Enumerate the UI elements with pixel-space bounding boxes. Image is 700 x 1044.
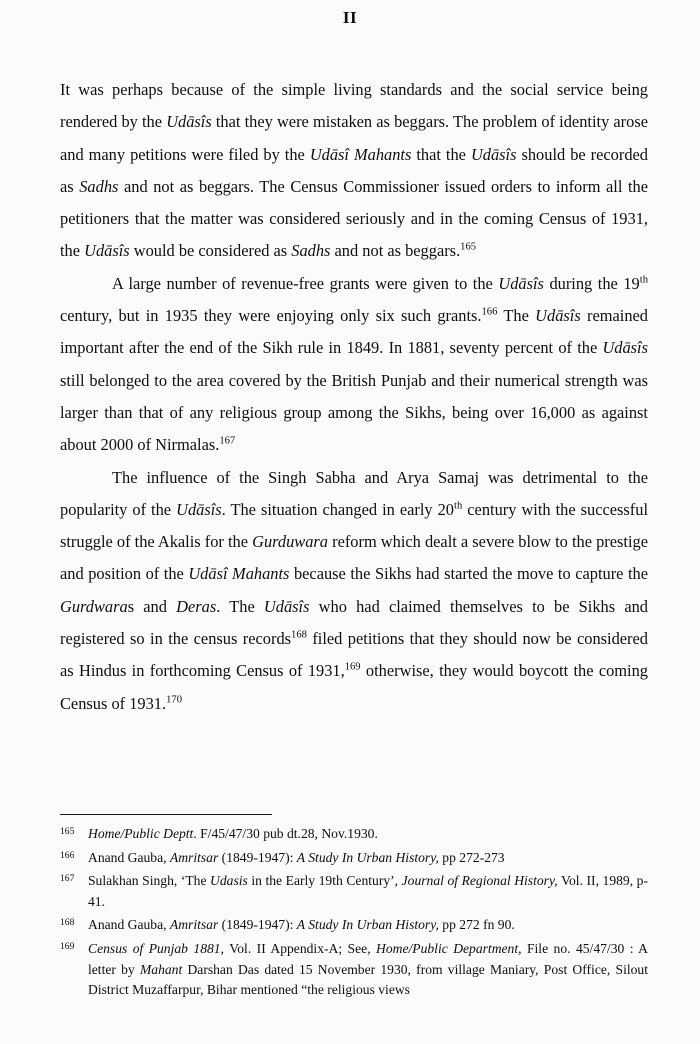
footnote-number: 168 — [60, 917, 75, 929]
body-text-block — [60, 74, 648, 720]
footnote-separator-rule — [60, 814, 272, 815]
footnote-number: 166 — [60, 849, 75, 861]
text-run: otherwise, they would boycott the coming Census of 1931. — [60, 661, 648, 713]
italic-term: Gurdwara — [60, 596, 128, 616]
text-run: Anand Gauba, — [88, 917, 170, 933]
text-run: in the Early 19th Century’, — [247, 873, 402, 889]
text-run: , Vol. II Appendix-A; See, — [220, 940, 377, 956]
italic-term: Udāsîs — [84, 241, 130, 261]
text-run: still belonged to the area covered by the British Punjab and their numerical strength was larger than that of any religious group among the Sikhs, being over 16,000 as against about 2000 of Nirmalas. — [60, 370, 648, 455]
text-run: A large number of revenue-free grants were given to the — [112, 273, 499, 293]
footnote-text — [88, 915, 648, 936]
italic-term: Home/Public Department — [376, 940, 519, 956]
footnote-text — [88, 871, 648, 912]
text-run: . The situation changed in early 20 — [221, 499, 455, 519]
text-run: Anand Gauba, — [88, 849, 170, 865]
footnote-entry — [60, 871, 648, 912]
italic-term: Udāsî Mahants — [309, 144, 412, 164]
text-run: reform which dealt a severe blow to the prestige and position of the — [60, 532, 648, 584]
text-run: should be recorded as — [60, 144, 648, 196]
italic-term: Udasis — [210, 873, 248, 889]
italic-term: Udāsîs — [470, 144, 517, 164]
page-number-header: II — [342, 8, 358, 27]
italic-term: Home/Public Deptt — [88, 826, 194, 841]
italic-term: Udāsîs — [263, 596, 310, 616]
paragraph-2 — [60, 268, 648, 462]
footnote-marker: th — [639, 274, 648, 286]
footnote-entry — [60, 848, 648, 869]
text-run: century with the successful struggle of the Akalis for the — [60, 499, 649, 552]
text-run: remained important after the end of the Sikh rule in 1849. In 1881, seventy percent of the — [60, 306, 648, 358]
footnote-text — [88, 824, 648, 845]
text-run: Sulakhan Singh, ‘The — [88, 873, 211, 889]
footnote-number: 167 — [60, 873, 75, 885]
text-run: It was perhaps because of the simple living standards and the social service being rendered by the — [60, 80, 648, 132]
italic-term: Sadhs — [291, 241, 331, 261]
text-run: during the 19 — [543, 273, 640, 293]
italic-term: Udāsîs — [602, 338, 648, 358]
text-run: century, but in 1935 they were enjoying only six such grants. — [60, 306, 482, 326]
text-run: and not as beggars. — [330, 241, 461, 261]
italic-term: A Study In Urban History, — [296, 849, 439, 865]
text-run: (1849-1947): — [218, 849, 297, 865]
italic-term: Amritsar — [169, 849, 219, 865]
italic-term: Udāsî Mahants — [188, 564, 290, 584]
italic-term: Amritsar — [169, 917, 219, 933]
footnote-marker: 168 — [291, 629, 307, 641]
paragraph-3 — [60, 462, 648, 720]
footnote-list — [60, 824, 648, 1001]
italic-term: Gurduwara — [252, 532, 329, 552]
italic-term: Mahant — [139, 961, 183, 977]
footnote-marker: 169 — [344, 661, 361, 673]
text-run: Darshan Das dated 15 November 1930, from village Maniary, Post Office, Silout District Muzaffarpur, Bihar mentioned “the religious views — [88, 961, 648, 998]
text-run: pp 272 fn 90. — [438, 917, 515, 933]
italic-term: Udāsîs — [498, 273, 544, 293]
footnote-area — [60, 814, 648, 1004]
text-run: Vol. II, 1989, p-41. — [88, 873, 648, 909]
text-run: who had claimed themselves to be Sikhs and registered so in the census records — [60, 596, 648, 649]
footnote-entry — [60, 939, 648, 1001]
text-run: pp 272-273 — [438, 849, 505, 865]
italic-term: Deras — [176, 596, 217, 616]
footnote-marker: 165 — [460, 241, 477, 253]
footnote-number: 169 — [60, 940, 75, 952]
text-run: that they were mistaken as beggars. The problem of identity arose and many petitions were filed by the — [60, 112, 648, 164]
text-run: would be considered as — [129, 241, 292, 261]
text-run: The influence of the Singh Sabha and Arya Samaj was detrimental to the popularity of the — [60, 467, 648, 519]
italic-term: Udāsîs — [176, 499, 222, 519]
italic-term: Sadhs — [79, 176, 119, 196]
footnote-text — [88, 939, 648, 1001]
footnote-marker: 170 — [166, 694, 182, 706]
text-run: filed petitions that they should now be considered as Hindus in forthcoming Census of 1931, — [60, 629, 648, 681]
paragraph-1 — [60, 74, 648, 268]
italic-term: Census of Punjab 1881 — [88, 940, 221, 956]
footnote-number: 165 — [60, 826, 75, 837]
footnote-marker: th — [454, 500, 463, 512]
text-run: and not as beggars. The Census Commissioner issued orders to inform all the petitioners that the matter was considered seriously and in the coming Census of 1931, the — [60, 176, 648, 261]
italic-term: Udāsîs — [166, 112, 212, 132]
footnote-marker: 167 — [219, 435, 236, 447]
text-run: s and — [127, 596, 177, 616]
italic-term: A Study In Urban History, — [296, 917, 439, 933]
text-run: , File no. 45/47/30 : A letter by — [88, 940, 649, 977]
text-run: The — [497, 306, 536, 326]
footnote-entry — [60, 915, 648, 936]
italic-term: Udāsîs — [535, 306, 581, 326]
footnote-marker: 166 — [481, 306, 498, 318]
footnote-entry — [60, 824, 648, 845]
text-run: (1849-1947): — [218, 917, 297, 933]
text-run: . The — [216, 596, 264, 616]
italic-term: Journal of Regional History, — [401, 873, 558, 889]
text-run: . F/45/47/30 pub dt.28, Nov.1930. — [193, 826, 378, 841]
text-run: that the — [411, 144, 471, 164]
footnote-text — [88, 848, 648, 869]
text-run: because the Sikhs had started the move to capture the — [289, 564, 648, 584]
